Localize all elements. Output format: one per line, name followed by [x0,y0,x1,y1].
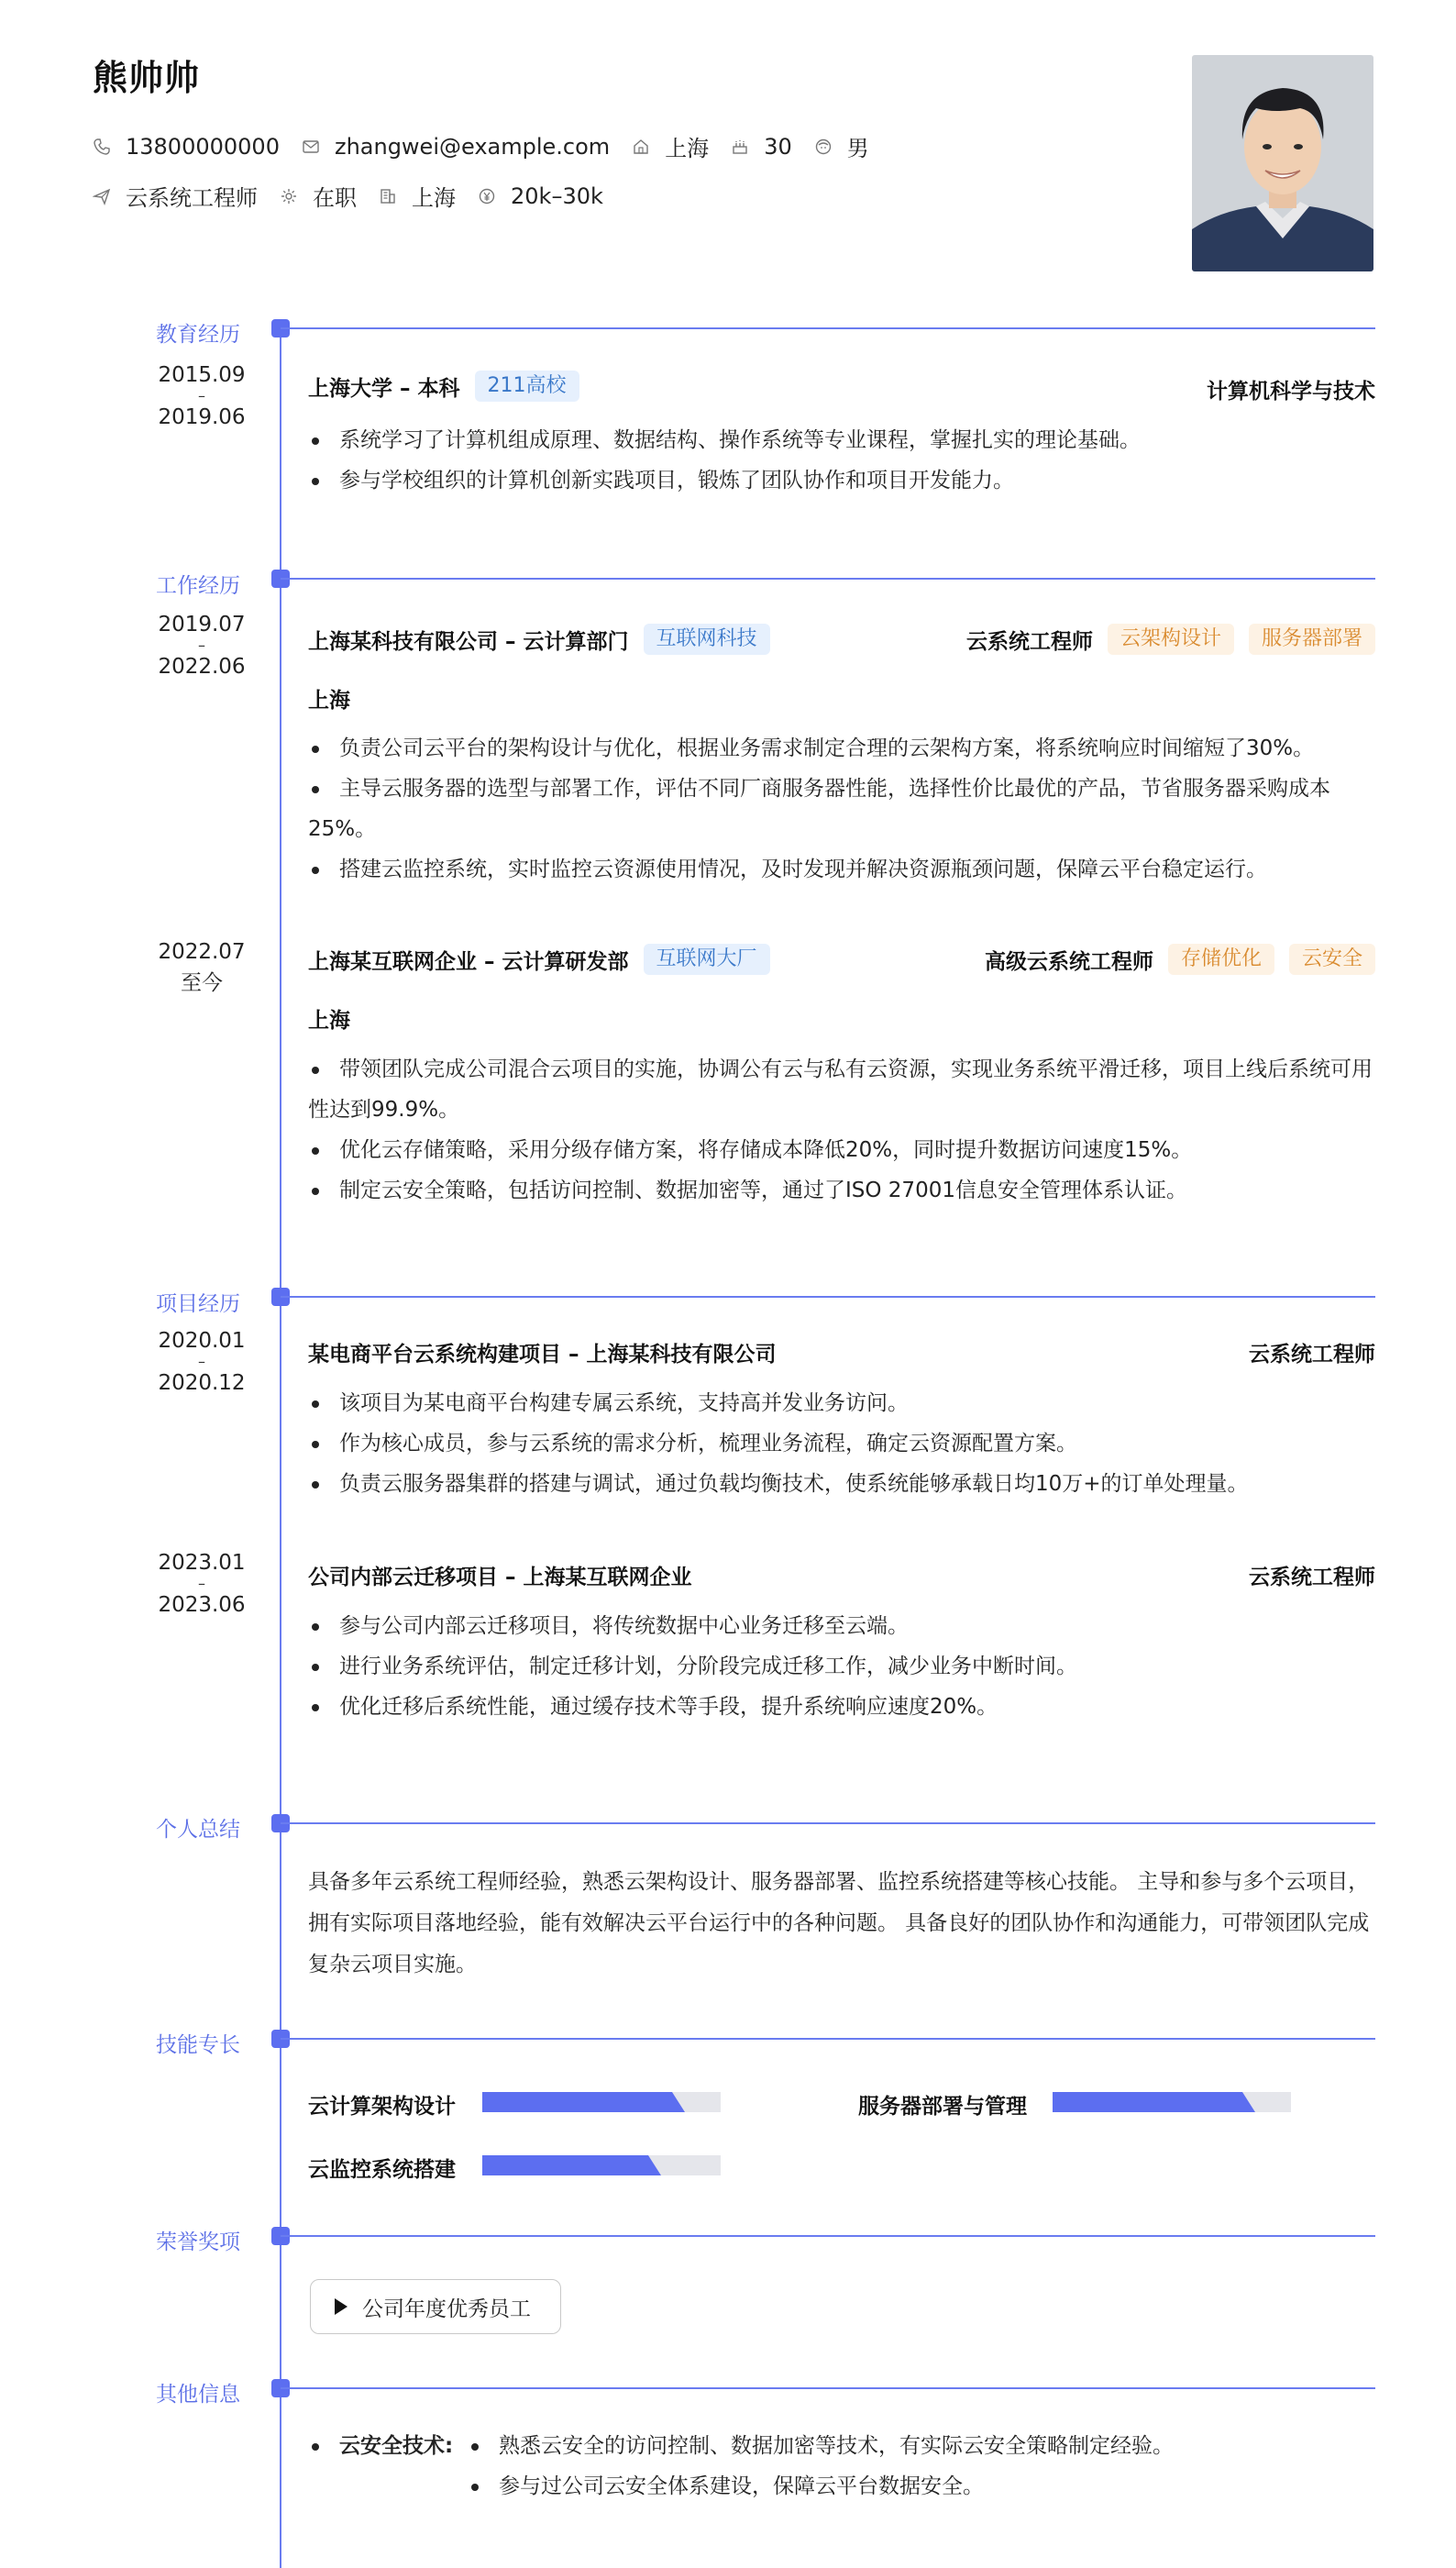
role-name: 高级云系统工程师 [984,949,1153,974]
section-title-skills: 技能专长 [156,2033,240,2057]
list-item: 该项目为某电商平台构建专属云系统，支持高并发业务访问。 [308,1383,1375,1423]
other-key-list [308,2426,491,2466]
phone-text: 13800000000 [126,133,280,160]
company-name: 上海某科技有限公司 – 云计算部门 [308,629,629,654]
list-item: 参与过公司云安全体系建设，保障云平台数据安全。 [468,2466,1375,2507]
skill-bar-fill [482,2155,661,2175]
date-end: 至今 [181,971,223,995]
list-item: 系统学习了计算机组成原理、数据结构、操作系统等专业课程，掌握扎实的理论基础。 [308,420,1375,460]
work-bullets [308,1049,1375,1211]
project-bullets [308,1606,1375,1727]
school-name: 上海大学 – 本科 [308,376,460,401]
skill-name: 服务器部署与管理 [858,2095,1027,2119]
skill-bar [482,2155,721,2175]
work-company [308,944,770,975]
gender-text: 男 [846,136,869,161]
list-item: 参与公司内部云迁移项目，将传统数据中心业务迁移至云端。 [308,1606,1375,1646]
project-title: 公司内部云迁移项目 – 上海某互联网企业 [308,1566,692,1589]
company-tag: 互联网科技 [644,624,770,655]
other-key: 云安全技术: [339,2434,454,2458]
award-item[interactable] [310,2279,561,2334]
work-date [128,614,275,678]
list-item: 搭建云监控系统，实时监控云资源使用情况，及时发现并解决资源瓶颈问题，保障云平台稳定运行。 [308,849,1375,890]
status-icon [280,187,298,205]
section-divider [281,1296,1375,1298]
education-major: 计算机科学与技术 [1207,380,1375,404]
section-title-work: 工作经历 [156,574,240,598]
skill-name: 云监控系统搭建 [308,2158,456,2182]
salary-text: 20k–30k [511,183,603,209]
phone-icon [93,138,111,156]
school-tag: 211高校 [475,371,579,402]
summary-text: 具备多年云系统工程师经验，熟悉云架构设计、服务器部署、监控系统搭建等核心技能。 主导和参与多个云项目，拥有实际项目落地经验，能有效解决云平台运行中的各种问题。 具备良好的团队协作和沟通能力，可带领团队完成复杂云项目实施。 [308,1870,1370,1976]
company-name: 上海某互联网企业 – 云计算研发部 [308,949,629,974]
skill-bar-fill [482,2092,685,2112]
section-divider [281,2235,1375,2237]
company-tag: 互联网大厂 [644,944,770,975]
work-role [985,944,1375,975]
age-text: 30 [764,133,792,160]
date-start: 2022.07 [158,940,246,964]
city-text: 上海 [665,136,710,161]
project-date [128,1552,275,1616]
email-text: zhangwei@example.com [334,133,611,160]
work-role [966,624,1375,655]
list-item: 主导云服务器的选型与部署工作，评估不同厂商服务器性能，选择性价比最优的产品，节省服务器采购成本25%。 [308,769,1375,849]
cake-icon [731,138,749,156]
role-tag: 存储优化 [1168,944,1274,975]
play-icon [335,2298,347,2315]
project-role: 云系统工程师 [1249,1343,1375,1367]
section-title-awards: 荣誉奖项 [156,2230,240,2254]
salary-icon [478,187,496,205]
role-tag: 云安全 [1289,944,1375,975]
date-start: 2020.01 [158,1329,246,1353]
skill-bar [482,2092,721,2112]
section-divider [281,1822,1375,1824]
project-date [128,1330,275,1394]
date-dash: – [198,1575,205,1592]
date-end: 2022.06 [158,655,246,679]
date-dash: – [198,387,205,404]
skill-name: 云计算架构设计 [308,2095,456,2119]
section-title-summary: 个人总结 [156,1818,240,1842]
work-location: 上海 [308,1009,350,1033]
date-dash: – [198,636,205,654]
date-start: 2019.07 [158,613,246,636]
work-date [128,941,275,994]
date-start: 2023.01 [158,1551,246,1575]
list-item: 带领团队完成公司混合云项目的实施，协调公有云与私有云资源，实现业务系统平滑迁移，项目上线后系统可用性达到99.9%。 [308,1049,1375,1130]
date-end: 2023.06 [158,1593,246,1617]
section-divider [281,2387,1375,2389]
section-divider [281,2038,1375,2040]
profile-photo [1192,55,1373,271]
list-item: 参与学校组织的计算机创新实践项目，锻炼了团队协作和项目开发能力。 [308,460,1375,501]
send-icon [93,187,111,205]
status-text: 在职 [313,185,357,211]
list-item: 优化迁移后系统性能，通过缓存技术等手段，提升系统响应速度20%。 [308,1687,1375,1727]
date-end: 2019.06 [158,405,246,429]
gender-icon [814,138,833,156]
role-tag: 服务器部署 [1249,624,1375,655]
job-title-text: 云系统工程师 [126,185,258,211]
project-role: 云系统工程师 [1249,1566,1375,1589]
education-date [128,364,275,428]
job-row [93,180,625,212]
list-item [308,2426,491,2466]
list-item: 进行业务系统评估，制定迁移计划，分阶段完成迁移工作，减少业务中断时间。 [308,1646,1375,1687]
section-title-education: 教育经历 [156,323,240,347]
education-bullets [308,420,1375,501]
date-start: 2015.09 [158,363,246,387]
home-icon [632,138,650,156]
other-items [468,2426,1375,2507]
role-name: 云系统工程师 [965,629,1093,654]
work-company [308,624,770,655]
section-title-other: 其他信息 [156,2383,240,2407]
mail-icon [302,138,320,156]
project-bullets [308,1383,1375,1504]
date-dash: – [198,1353,205,1370]
section-title-projects: 项目经历 [156,1292,240,1316]
role-tag: 云架构设计 [1108,624,1234,655]
award-label: 公司年度优秀员工 [362,2297,531,2321]
date-end: 2020.12 [158,1371,246,1395]
list-item: 熟悉云安全的访问控制、数据加密等技术，有实际云安全策略制定经验。 [468,2426,1375,2466]
skill-bar [1053,2092,1291,2112]
education-school [308,371,579,402]
project-title: 某电商平台云系统构建项目 – 上海某科技有限公司 [308,1343,777,1367]
candidate-name: 熊帅帅 [93,58,201,98]
work-city-text: 上海 [412,185,456,211]
list-item: 负责公司云平台的架构设计与优化，根据业务需求制定合理的云架构方案，将系统响应时间缩短了30%。 [308,728,1375,769]
building-icon [379,187,397,205]
list-item: 作为核心成员，参与云系统的需求分析，梳理业务流程，确定云资源配置方案。 [308,1423,1375,1464]
work-location: 上海 [308,689,350,713]
list-item: 负责云服务器集群的搭建与调试，通过负载均衡技术，使系统能够承载日均10万+的订单处理量。 [308,1464,1375,1504]
list-item: 优化云存储策略，采用分级存储方案，将存储成本降低20%，同时提升数据访问速度15%。 [308,1130,1375,1170]
work-bullets [308,728,1375,890]
list-item: 制定云安全策略，包括访问控制、数据加密等，通过了ISO 27001信息安全管理体系认证。 [308,1170,1375,1211]
section-divider [281,578,1375,580]
section-divider [281,327,1375,329]
skill-bar-fill [1053,2092,1255,2112]
contact-row [93,130,891,162]
